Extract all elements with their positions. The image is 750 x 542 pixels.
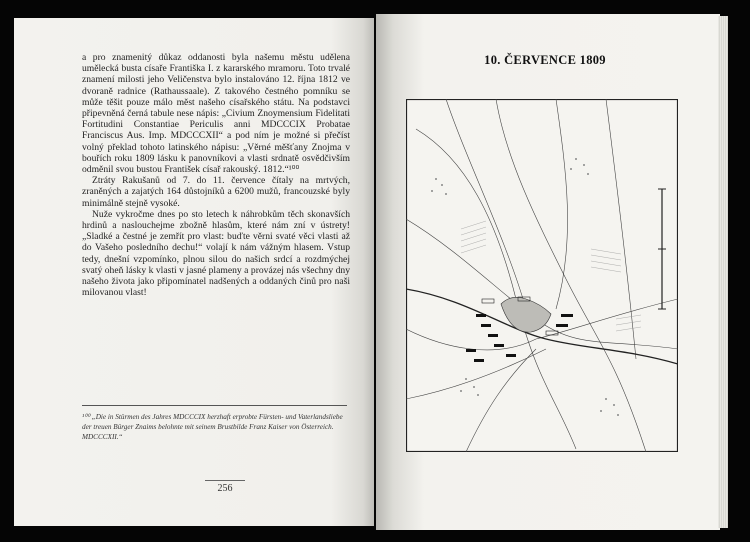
battle-map (406, 99, 678, 452)
body-text (82, 52, 350, 298)
paragraph-1: a pro znamenitý důkaz oddanosti byla našemu městu udělena umělecká busta císaře Františka I. z kararského mramoru. Toto trvalé znamení milosti jeho Veličenstva bylo instalováno 12. října 1812 ve dvoraně radnice (Rathaussaale). Z takového čestného pomníku se může těšit pouze málo měst našeho císařského státu. Na podstavci připevněná černá tabule nese nápis: „Civium Znoymensium Fidelitati Fortitudini Constantiae Periculis anni MDCCCIX Probatae Franciscus Aus. Imp. MDCCCXII“ a pod ním je možné si přečíst volný překlad tohoto latinského nápisu: „Věrné měšťany Znojma v bouřích roku 1809 lásku k panovníkovi a vlasti srdnatě osvědčivším odměnil svou bustou František císař rakouský. 1812.“¹⁰⁰ (82, 52, 350, 176)
paragraph-2: Ztráty Rakušanů od 7. do 11. července čítaly na mrtvých, zraněných a zajatých 164 důstojníků a 6200 mužů, francouzské byly minimálně stejně vysoké. (82, 175, 350, 209)
page-number: 256 (205, 480, 245, 494)
map-frame (407, 100, 678, 452)
page-edges (718, 16, 728, 528)
paragraph-3: Nuže vykročme dnes po sto letech k náhrobkům těch skonavších hrdinů a naslouchejme zbožně hlasům, které nám zní v ústrety! „Sladké a čestné je zemřít pro vlast: buďte věrni svaté věci vlasti až do Vašeho posledního dechu!“ volají k nám vážným hlasem. Vstup tedy, dnešní vzpomínko, plnou silou do našich srdcí a rozdmýchej svatý oheň lásky k vlasti v jasné plameny a provázej nás všechny dny našeho života jako připomínatel nadšených a oddaných činů pro naši milovanou vlast! (82, 208, 350, 299)
footnote: ¹⁰⁰ „Die in Stürmen des Jahres MDCCCIX herzhaft erprobte Fürsten- und Vaterlandsliebe der treuen Bürger Znaims belohnte mit seinem Brustbilde Franz Kaiser von Österreich. MDCCCXII.“ (82, 413, 343, 441)
chapter-title: 10. ČERVENCE 1809 (484, 53, 606, 67)
footnote-rule (82, 405, 347, 406)
